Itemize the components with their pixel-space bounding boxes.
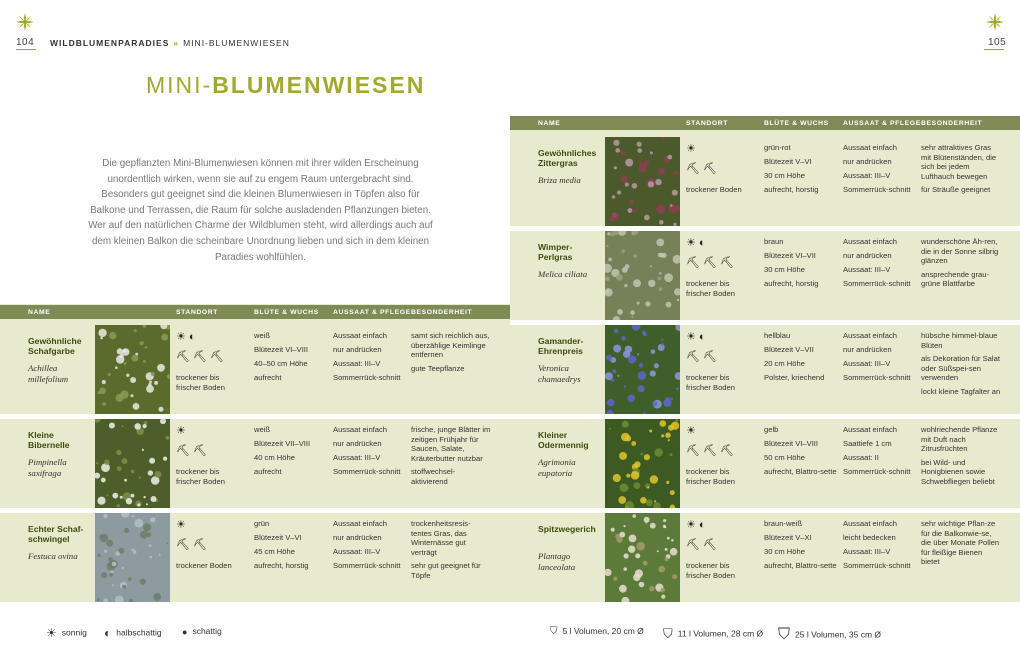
aussaat-column <box>843 143 917 199</box>
bluete-line: grün-rot <box>764 143 791 152</box>
plant-latin-name: Achillea millefolium <box>28 363 69 384</box>
besonderheit-line: stoffwechsel-aktivierend <box>411 467 456 486</box>
besonderheit-line: wunderschöne Äh-ren, die in der Sonne silbrig glänzen <box>921 237 999 265</box>
aussaat-line: Aussaat: III–V <box>333 546 381 556</box>
besonderheit-line: samt sich reichlich aus, überzählige Keimlinge entfernen <box>411 331 490 359</box>
soil-text: trockener bis frischer Boden <box>686 561 735 580</box>
bluete-line: Blütezeit V–VI <box>254 532 302 542</box>
bluete-line: 30 cm Höhe <box>764 546 805 556</box>
besonderheit-line: sehr wichtige Pflan-ze für die Balkonwie-se, die über Monate Pollen für fleißige Bienen bietet <box>921 519 1000 566</box>
running-section: WILDBLUMENPARADIES <box>50 38 170 48</box>
aussaat-line: Aussaat einfach <box>843 425 898 434</box>
pot-icons: ⛏ ⛏ ⛏ <box>686 445 735 457</box>
plant-name: Gewöhnliche Schafgarbe <box>28 336 82 356</box>
bluete-line: Polster, kriechend <box>764 372 825 382</box>
plant-name: Gamander-Ehrenpreis <box>538 336 584 356</box>
flower-icon <box>986 13 1004 31</box>
plant-name: Spitzwegerich <box>538 524 596 534</box>
plant-photo <box>605 513 680 602</box>
besonderheit-line: bei Wild- und Honigbienen sowie Schwebfliegen beliebt <box>921 457 995 486</box>
soil-text: trockener bis frischer Boden <box>686 279 735 298</box>
standort-icons: ☀ ◐ <box>686 331 706 343</box>
besonderheit-line: lockt kleine Tagfalter an <box>921 387 1001 397</box>
running-header <box>50 38 290 48</box>
half-shade-icon: ◐ <box>104 626 112 640</box>
aussaat-line: Aussaat einfach <box>333 331 388 340</box>
soil-text: trockener Boden <box>686 185 742 194</box>
plant-latin-name: Briza media <box>538 175 581 185</box>
plant-photo <box>605 231 680 320</box>
aussaat-line: Sommerrück-schnitt <box>333 372 401 382</box>
bluete-line: aufrecht, horstig <box>254 560 309 570</box>
chevron-icon: » <box>173 38 180 48</box>
aussaat-line: nur andrücken <box>843 344 892 354</box>
besonderheit-column <box>921 237 1001 293</box>
row-separator <box>0 602 510 607</box>
bluete-line: braun <box>764 237 784 246</box>
page-title <box>146 72 425 99</box>
besonderheit-column <box>921 331 1001 401</box>
bluete-line: Blütezeit VI–VII <box>764 250 816 260</box>
header-aussaat: AUSSAAT & PFLEGE <box>843 120 921 127</box>
bluete-column <box>764 425 838 481</box>
bluete-line: aufrecht <box>254 466 282 476</box>
plant-photo <box>605 325 680 414</box>
soil-text: trockener bis frischer Boden <box>686 467 735 486</box>
pot-icons: ⛏ ⛏ <box>176 445 207 457</box>
aussaat-line: Aussaat: III–V <box>333 452 381 462</box>
plant-latin-name: Melica ciliata <box>538 269 588 279</box>
bluete-line: hellblau <box>764 331 791 340</box>
plant-name: Gewöhnliches Zittergras <box>538 148 597 168</box>
aussaat-line: Sommerrück-schnitt <box>843 278 911 288</box>
legend-pot-11: ⛉ 11 l Volumen, 28 cm Ø <box>663 626 764 641</box>
besonderheit-line: als Dekoration für Salat oder Süßspei-sen verwenden <box>921 354 1000 383</box>
bluete-line: grün <box>254 519 270 528</box>
plant-photo <box>605 419 680 508</box>
besonderheit-column <box>411 331 491 378</box>
aussaat-line: Aussaat: II <box>843 452 879 462</box>
bluete-column <box>764 519 838 575</box>
bluete-line: Blütezeit V–XI <box>764 532 812 542</box>
flower-icon <box>16 13 34 31</box>
bluete-column <box>764 143 838 199</box>
legend-sun: ☀ sonnig <box>46 626 87 640</box>
pot-icons: ⛏ ⛏ <box>686 163 717 175</box>
aussaat-line: Aussaat einfach <box>843 519 898 528</box>
plant-photo <box>605 137 680 226</box>
soil-text: trockener bis frischer Boden <box>176 373 225 392</box>
bluete-line: aufrecht, Blattro-sette <box>764 560 837 570</box>
pot-icons: ⛏ ⛏ <box>686 351 717 363</box>
header-standort: STANDORT <box>686 120 729 127</box>
besonderheit-line: wohlriechende Pflanze mit Duft nach Zitrusfrüchten <box>921 425 998 453</box>
aussaat-line: nur andrücken <box>333 344 382 354</box>
aussaat-column <box>333 331 407 387</box>
running-subsection: MINI-BLUMENWIESEN <box>183 38 290 48</box>
bluete-column <box>254 331 328 387</box>
standort-icons: ☀ <box>686 143 696 155</box>
besonderheit-line: gute Teepflanze <box>411 363 465 373</box>
title-part-2: BLUMENWIESEN <box>212 72 426 98</box>
pot-icons: ⛏ ⛏ ⛏ <box>176 351 225 363</box>
table-header-right <box>510 116 1020 130</box>
bluete-line: aufrecht <box>254 372 282 382</box>
aussaat-column <box>843 425 917 481</box>
bluete-line: Blütezeit V–VI <box>764 156 812 166</box>
aussaat-line: nur andrücken <box>333 438 382 448</box>
bluete-line: 50 cm Höhe <box>764 452 805 462</box>
page-number-left: 104 <box>16 37 35 48</box>
pot-medium-icon: ⛉ <box>663 626 673 641</box>
aussaat-line: Sommerrück-schnitt <box>333 466 401 476</box>
bluete-line: Blütezeit V–VII <box>764 344 814 354</box>
header-name: NAME <box>28 309 51 316</box>
standort-icons: ☀ <box>686 425 696 437</box>
plant-latin-name: Festuca ovina <box>28 551 78 561</box>
standort-icons: ☀ ◐ <box>686 237 706 249</box>
besonderheit-line: sehr gut geeignet für Töpfe <box>411 561 481 580</box>
soil-text: trockener Boden <box>176 561 232 570</box>
aussaat-column <box>333 425 407 481</box>
page-number-underline <box>16 49 36 50</box>
bluete-line: Blütezeit VII–VIII <box>254 438 311 448</box>
aussaat-line: Sommerrück-schnitt <box>843 466 911 476</box>
aussaat-line: Aussaat: III–V <box>333 358 381 368</box>
bluete-column <box>764 237 838 293</box>
plant-name: Kleine Bibernelle <box>28 430 70 450</box>
page-number-right: 105 <box>988 37 1007 48</box>
besonderheit-column <box>921 143 1001 199</box>
bluete-line: aufrecht, horstig <box>764 184 819 194</box>
bluete-line: 40 cm Höhe <box>254 452 295 462</box>
aussaat-line: nur andrücken <box>843 156 892 166</box>
legend-pot-5: ⛉ 5 l Volumen, 20 cm Ø <box>550 626 644 638</box>
aussaat-line: Saattiefe 1 cm <box>843 438 892 448</box>
bluete-line: 40–50 cm Höhe <box>254 358 308 368</box>
header-aussaat: AUSSAAT & PFLEGE <box>333 309 411 316</box>
bluete-column <box>254 519 328 575</box>
bluete-line: gelb <box>764 425 779 434</box>
soil-text: trockener bis frischer Boden <box>176 467 225 486</box>
legend-shade: ● schattig <box>182 626 222 637</box>
bluete-line: Blütezeit VI–VIII <box>764 438 819 448</box>
plant-photo <box>95 419 170 508</box>
besonderheit-line: frische, junge Blätter im zeitigen Frühjahr für Saucen, Salate, Kräuterbutter nutzbar <box>411 425 491 463</box>
soil-text: trockener bis frischer Boden <box>686 373 735 392</box>
intro-paragraph: Die gepflanzten Mini-Blumenwiesen können mit ihrer wilden Erscheinung unordentlich wirken, wenn sie auf zu engem Raum untergebracht sind. Besonders gut geeignet sind die kleinen Blumenwiesen in Töpfen also für Balkone und Terrassen, die Raum für solche ausladenden Pflanzungen bieten. Wer auf den natürlichen Charme der Wildblumen steht, wird allerdings auch auf dem kleinen Balkon die scheinbare Unordnung lieben und sich in dem kleinen Paradies wohlfühlen. <box>88 158 433 263</box>
aussaat-line: Aussaat: III–V <box>843 264 891 274</box>
bluete-line: weiß <box>254 425 271 434</box>
aussaat-line: Sommerrück-schnitt <box>843 184 911 194</box>
plant-latin-name: Agrimonia eupatoria <box>538 457 576 478</box>
plant-name: Echter Schaf-schwingel <box>28 524 84 544</box>
aussaat-line: leicht bedecken <box>843 532 896 542</box>
standort-icons: ☀ ◐ <box>176 331 196 343</box>
besonderheit-column <box>921 519 1001 571</box>
aussaat-line: Sommerrück-schnitt <box>843 372 911 382</box>
besonderheit-column <box>921 425 1001 491</box>
aussaat-line: Sommerrück-schnitt <box>333 560 401 570</box>
standort-icons: ☀ ◐ <box>686 519 706 531</box>
bluete-column <box>764 331 838 387</box>
row-separator <box>510 602 1020 607</box>
aussaat-column <box>843 237 917 293</box>
header-name: NAME <box>538 120 561 127</box>
sun-icon: ☀ <box>46 626 57 640</box>
besonderheit-line: hübsche himmel-blaue Blüten <box>921 331 998 350</box>
bluete-line: aufrecht, Blattro-sette <box>764 466 837 476</box>
bluete-line: Blütezeit VI–VIII <box>254 344 309 354</box>
aussaat-line: Aussaat: III–V <box>843 546 891 556</box>
aussaat-line: Aussaat: III–V <box>843 358 891 368</box>
aussaat-line: Aussaat einfach <box>843 237 898 246</box>
header-standort: STANDORT <box>176 309 219 316</box>
header-bluete: BLÜTE & WUCHS <box>764 120 829 127</box>
bluete-line: 45 cm Höhe <box>254 546 295 556</box>
pot-icons: ⛏ ⛏ <box>686 539 717 551</box>
standort-icons: ☀ <box>176 425 186 437</box>
besonderheit-column <box>411 519 491 585</box>
bluete-line: 30 cm Höhe <box>764 264 805 274</box>
plant-latin-name: Pimpinella saxifraga <box>28 457 67 478</box>
aussaat-line: Aussaat einfach <box>843 143 898 152</box>
aussaat-line: Aussaat einfach <box>843 331 898 340</box>
table-header-left <box>0 305 510 319</box>
legend-pot-25: ⛉ 25 l Volumen, 35 cm Ø <box>778 626 882 643</box>
besonderheit-line: ansprechende grau-grüne Blattfarbe <box>921 269 989 289</box>
bluete-line: weiß <box>254 331 271 340</box>
besonderheit-column <box>411 425 491 491</box>
aussaat-column <box>333 519 407 575</box>
bluete-line: aufrecht, horstig <box>764 278 819 288</box>
header-besonderheit: BESONDERHEIT <box>411 309 473 316</box>
header-besonderheit: BESONDERHEIT <box>921 120 983 127</box>
page-number-underline <box>984 49 1004 50</box>
plant-photo <box>95 513 170 602</box>
header-bluete: BLÜTE & WUCHS <box>254 309 319 316</box>
besonderheit-line: für Sträuße geeignet <box>921 185 991 195</box>
plant-latin-name: Veronica chamaedrys <box>538 363 581 384</box>
pot-icons: ⛏ ⛏ ⛏ <box>686 257 735 269</box>
legend-half: ◐ halbschattig <box>104 626 162 640</box>
aussaat-line: nur andrücken <box>843 250 892 260</box>
pot-small-icon: ⛉ <box>550 626 558 638</box>
besonderheit-line: trockenheitsresis-tentes Gras, das Winternässe gut verträgt <box>411 519 471 557</box>
aussaat-line: Sommerrück-schnitt <box>843 560 911 570</box>
title-part-1: MINI- <box>146 72 213 98</box>
plant-latin-name: Plantago lanceolata <box>538 551 576 572</box>
pot-icons: ⛏ ⛏ <box>176 539 207 551</box>
bluete-line: 30 cm Höhe <box>764 170 805 180</box>
plant-name: Kleiner Odermennig <box>538 430 589 450</box>
aussaat-column <box>843 519 917 575</box>
aussaat-column <box>843 331 917 387</box>
shade-dot-icon: ● <box>182 626 188 637</box>
aussaat-line: Aussaat einfach <box>333 425 388 434</box>
standort-icons: ☀ <box>176 519 186 531</box>
aussaat-line: Aussaat: III–V <box>843 170 891 180</box>
plant-photo <box>95 325 170 414</box>
plant-name: Wimper-Perlgras <box>538 242 573 262</box>
besonderheit-line: sehr attraktives Gras mit Blütenständen, die sich bei jedem Lufthauch bewegen <box>921 143 997 181</box>
bluete-line: 20 cm Höhe <box>764 358 805 368</box>
aussaat-line: Aussaat einfach <box>333 519 388 528</box>
pot-large-icon: ⛉ <box>778 626 791 643</box>
bluete-line: braun-weiß <box>764 519 802 528</box>
aussaat-line: nur andrücken <box>333 532 382 542</box>
bluete-column <box>254 425 328 481</box>
